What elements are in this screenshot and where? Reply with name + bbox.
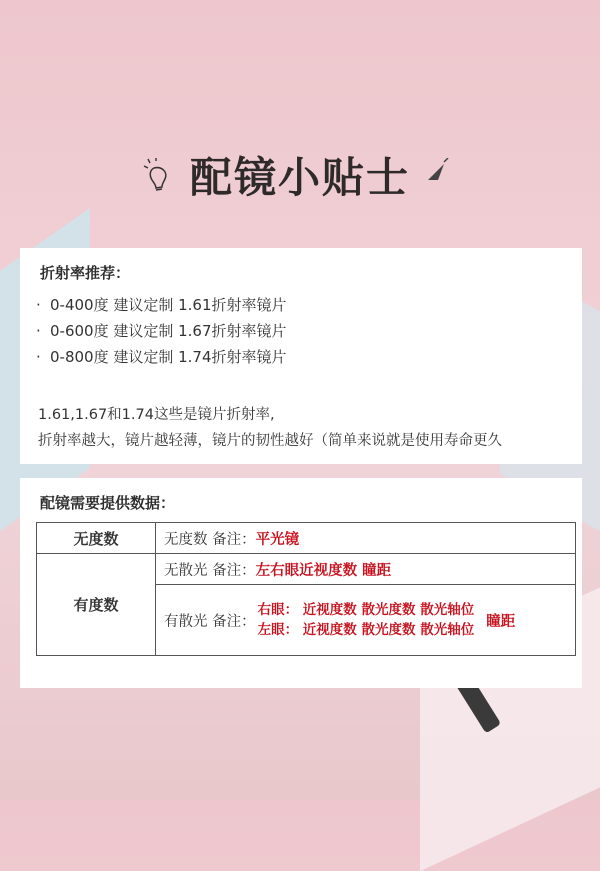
- note-line: 折射率越大，镜片越轻薄，镜片的韧性越好（简单来说就是使用寿命更久: [38, 433, 502, 449]
- refractive-heading: 折射率推荐：: [40, 264, 131, 282]
- list-item-text: 0-600度 建议定制 1.67折射率镜片: [50, 322, 287, 340]
- data-table: [36, 522, 576, 656]
- bullet: ·: [36, 322, 41, 340]
- refractive-index-card: [20, 248, 582, 464]
- bullet: ·: [36, 348, 41, 366]
- eye-values: [258, 600, 475, 640]
- right-eye-value: 右眼： 近视度数 散光度数 散光轴位: [257, 602, 475, 618]
- row-label: 有度数: [37, 554, 156, 656]
- cell-text: 有散光 备注：: [164, 613, 256, 630]
- cell-value: 平光镜: [255, 531, 300, 548]
- table-cell: [156, 585, 576, 656]
- required-data-card: [20, 478, 582, 688]
- title-row: [0, 140, 600, 210]
- table-row: [37, 554, 576, 585]
- left-eye-value: 左眼： 近视度数 散光度数 散光轴位: [257, 622, 475, 638]
- required-data-heading: 配镜需要提供数据：: [40, 494, 176, 512]
- table-cell: [156, 554, 576, 585]
- cell-value: 左右眼近视度数 瞳距: [255, 562, 392, 579]
- note-line: 1.61,1.67和1.74这些是镜片折射率,: [38, 407, 275, 423]
- cell-text: 无度数 备注：: [164, 531, 256, 548]
- row-label: 无度数: [37, 523, 156, 554]
- list-item: [36, 346, 287, 367]
- list-item: [36, 320, 287, 341]
- table-cell: [156, 523, 576, 554]
- sparkle-icon: [424, 158, 450, 184]
- list-item-text: 0-400度 建议定制 1.61折射率镜片: [50, 296, 287, 314]
- list-item-text: 0-800度 建议定制 1.74折射率镜片: [50, 348, 287, 366]
- page-title: 配镜小贴士: [189, 153, 410, 202]
- cell-text: 无散光 备注：: [164, 562, 256, 579]
- table-row: [37, 523, 576, 554]
- bullet: ·: [36, 296, 41, 314]
- pupil-value: 瞳距: [486, 613, 516, 630]
- list-item: [36, 294, 287, 315]
